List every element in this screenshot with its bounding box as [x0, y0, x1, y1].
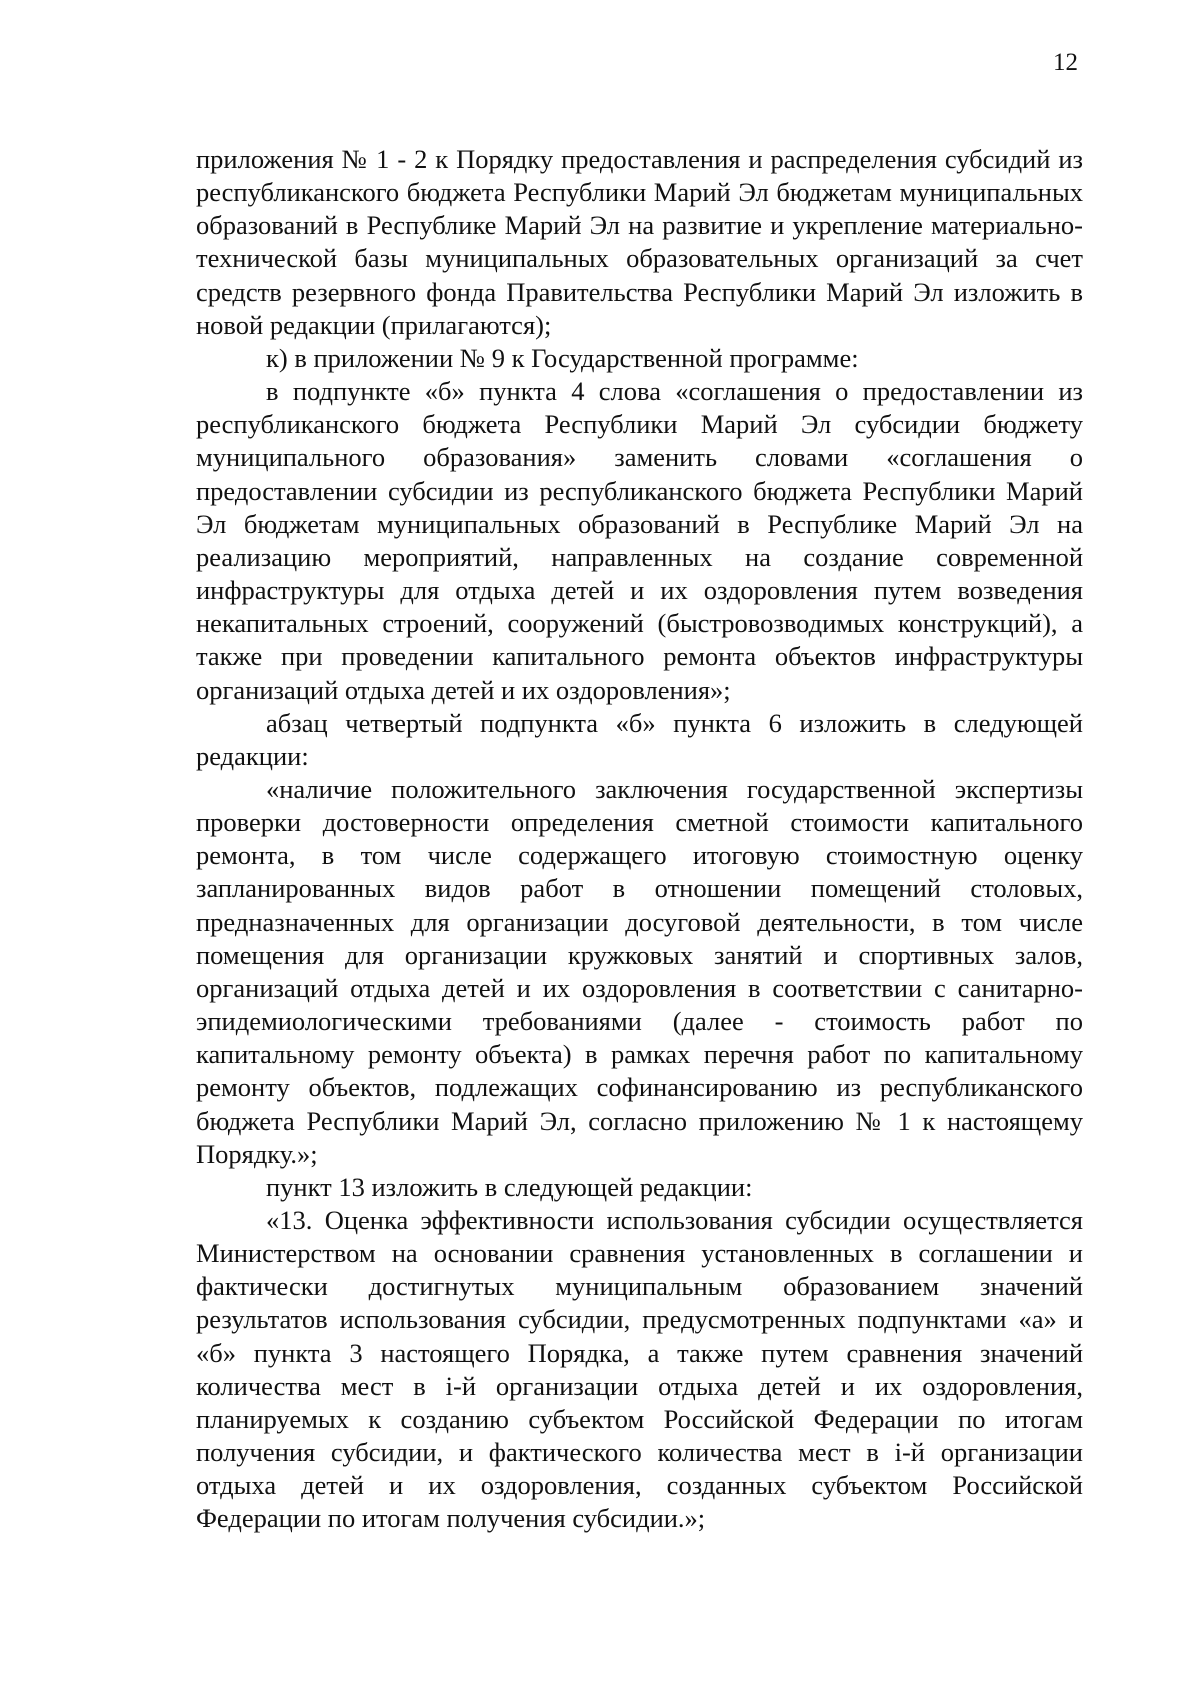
paragraph-subitem-b-point-6: абзац четвертый подпункта «б» пункта 6 изложить в следующей редакции: [196, 707, 1083, 771]
paragraph-appendix-1-2: приложения № 1 - 2 к Порядку предоставления и распределения субсидий из республиканского бюджета Республики Марий Эл бюджетам муниципальных образований в Республике Марий Эл на развитие и укрепление материально-технической базы муниципальных образовательных организаций за счет средств резервного фонда Правительства Республики Марий Эл изложить в новой редакции (прилагаются); [196, 144, 1083, 340]
paragraph-subitem-b-point-4: в подпункте «б» пункта 4 слова «соглашения о предоставлении из республиканского бюджета Республики Марий Эл субсидии бюджету муниципального образования» заменить словами «соглашения о предоставлении субсидии из республиканского бюджета Республики Марий Эл бюджетам муниципальных образований в Республике Марий Эл на реализацию мероприятий, направленных на создание современной инфраструктуры для отдыха детей и их оздоровления путем возведения некапитальных строений, сооружений (быстровозводимых конструкций), а также при проведении капитального ремонта объектов инфраструктуры организаций отдыха детей и их оздоровления»; [196, 376, 1083, 705]
document-body [196, 143, 1083, 1536]
paragraph-positive-conclusion: «наличие положительного заключения государственной экспертизы проверки достоверности определения сметной стоимости капитального ремонта, в том числе содержащего итоговую стоимостную оценку запланированных видов работ в отношении помещений столовых, предназначенных для организации досуговой деятельности, в том числе помещения для организации кружковых занятий и спортивных залов, организаций отдыха детей и их оздоровления в соответствии с санитарно-эпидемиологическими требованиями (далее - стоимость работ по капитальному ремонту объекта) в рамках перечня работ по капитальному ремонту объектов, подлежащих софинансированию из республиканского бюджета Республики Марий Эл, согласно приложению № 1 к настоящему Порядку.»; [196, 773, 1083, 1169]
paragraph-item-k: к) в приложении № 9 к Государственной программе: [266, 342, 859, 373]
paragraph-point-13: пункт 13 изложить в следующей редакции: [266, 1171, 753, 1202]
paragraph-point-13-text: «13. Оценка эффективности использования субсидии осуществляется Министерством на основании сравнения установленных в соглашении и фактически достигнутых муниципальным образованием значений результатов использования субсидии, предусмотренных подпунктами «а» и «б» пункта 3 настоящего Порядка, а также путем сравнения значений количества мест в i-й организации отдыха детей и их оздоровления, планируемых к созданию субъектом Российской Федерации по итогам получения субсидии, и фактического количества мест в i-й организации отдыха детей и их оздоровления, созданных субъектом Российской Федерации по итогам получения субсидии.»; [196, 1205, 1083, 1534]
page-number: 12 [1053, 49, 1078, 76]
